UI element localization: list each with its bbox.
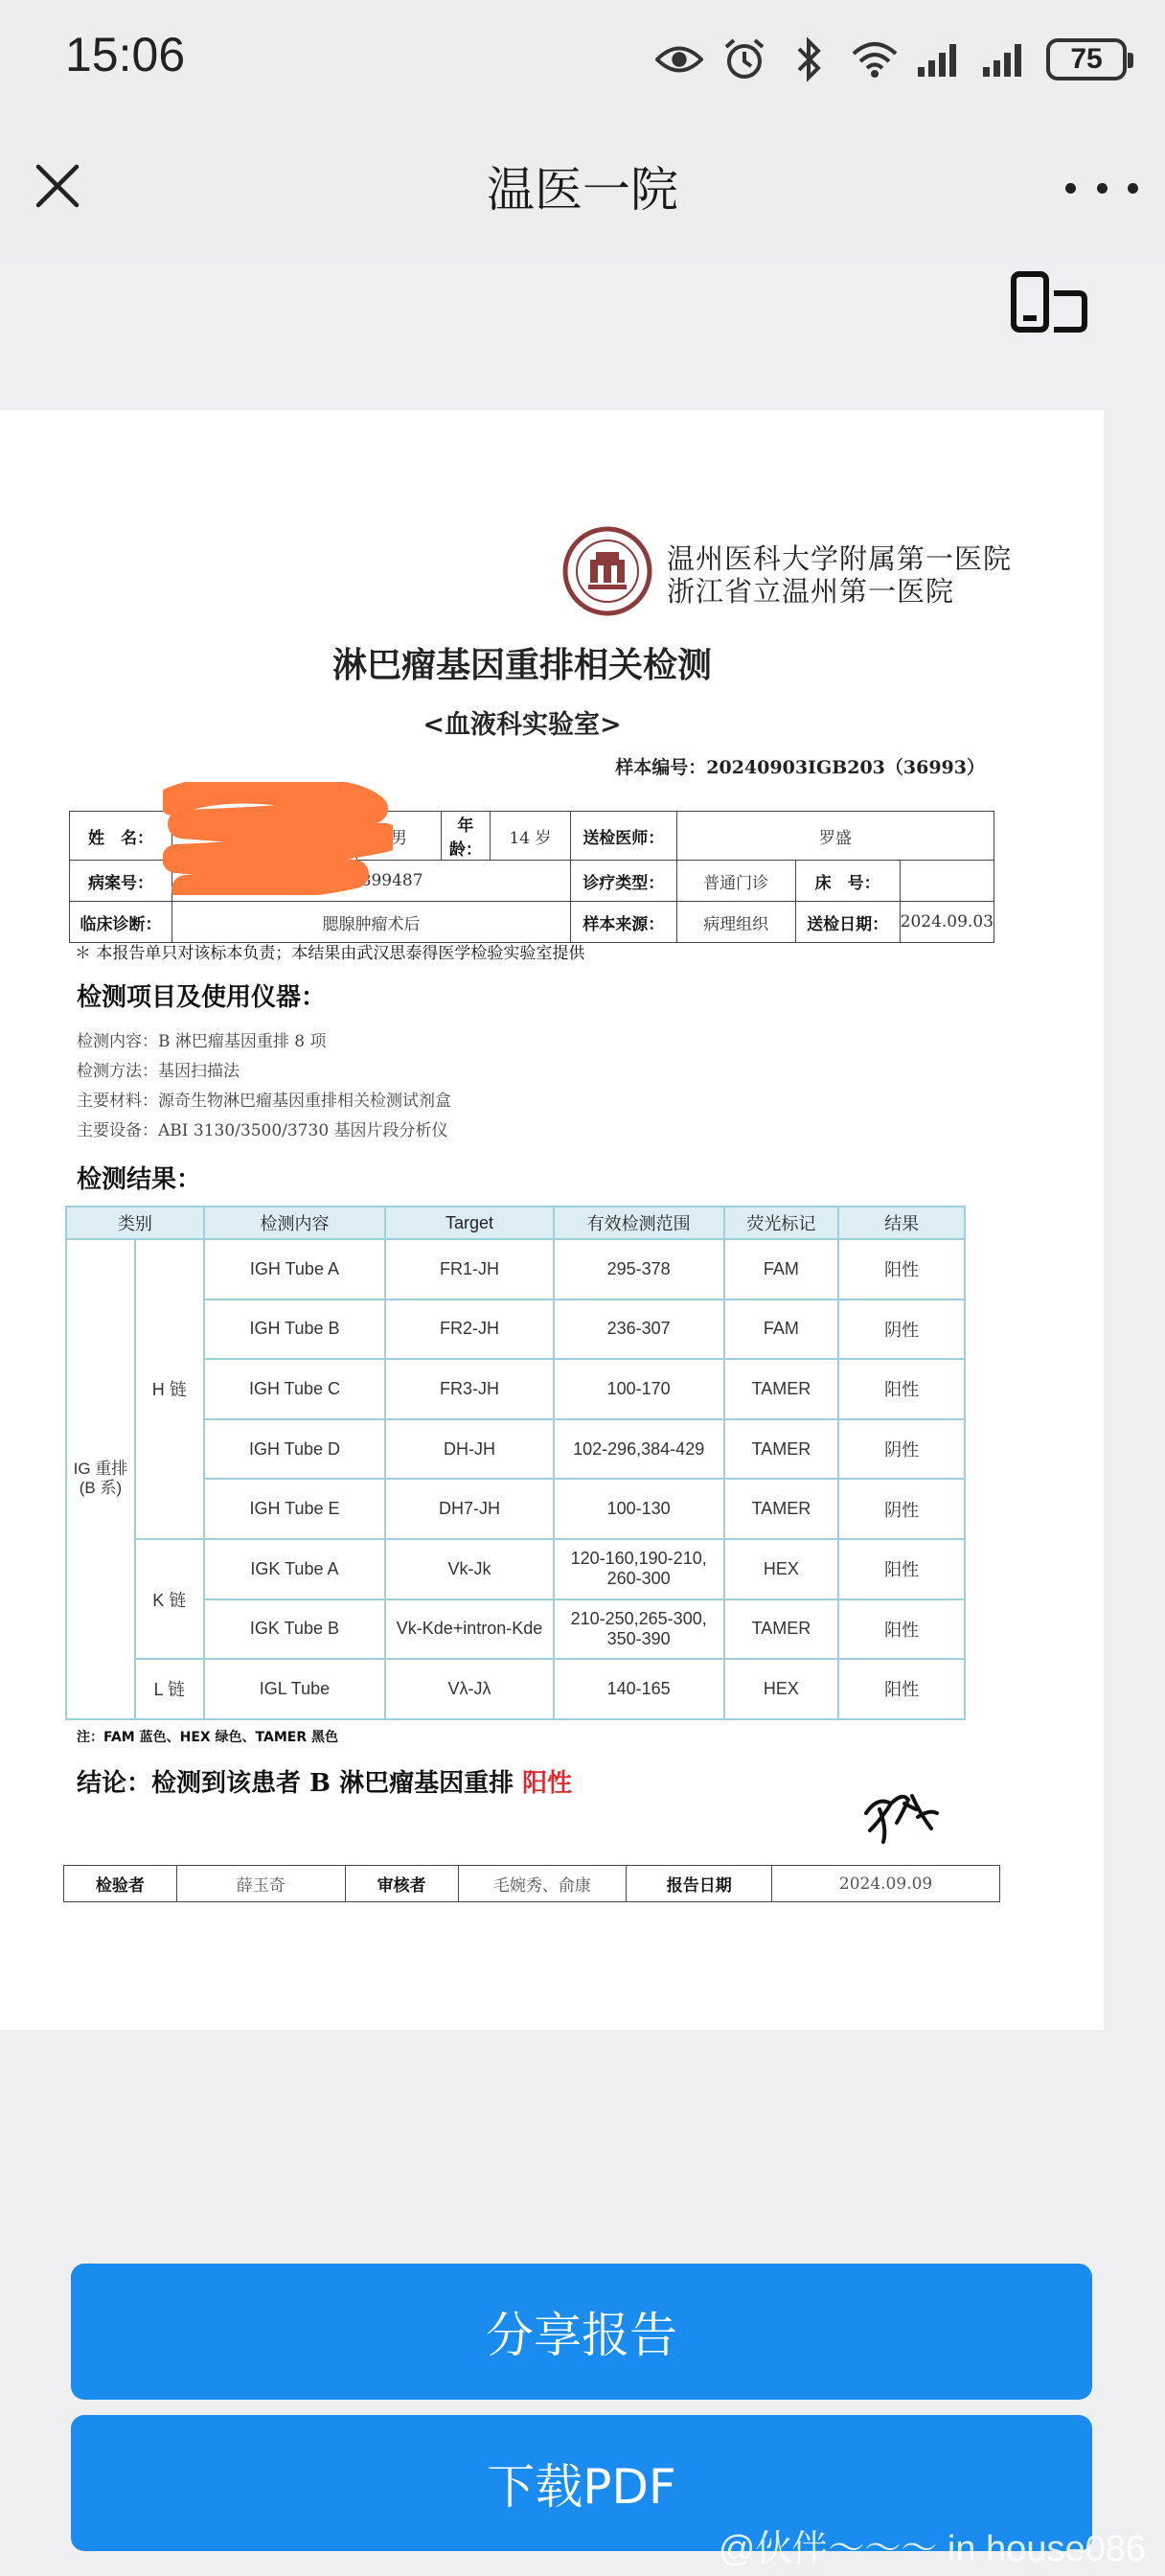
chain-k-cell: K 链 [135, 1539, 204, 1659]
signal-icon [916, 35, 964, 83]
table-row [66, 1539, 965, 1599]
visit-type-value: 普通门诊 [676, 861, 795, 902]
case-value: 0014899487 [172, 861, 571, 902]
header-category: 类别 [66, 1207, 204, 1239]
header-range: 有效检测范围 [554, 1207, 724, 1239]
signoff-table [63, 1865, 1000, 1902]
detail-line: 检测方法：基因扫描法 [77, 1062, 240, 1081]
watermark: @伙伴～～～ in house086 [718, 2529, 1146, 2569]
tester-label: 检验者 [64, 1866, 177, 1902]
hospital-logo-icon [561, 525, 653, 617]
redaction-scribble [163, 782, 393, 895]
conclusion: 结论：检测到该患者 B 淋巴瘤基因重排 阳性 [77, 1769, 573, 1798]
title-bar [0, 125, 1165, 257]
header-target: Target [385, 1207, 554, 1239]
doctor-value: 罗盛 [676, 812, 994, 861]
status-bar [0, 0, 1165, 125]
label-cell: HEX [724, 1659, 839, 1719]
target-cell: Vλ-Jλ [385, 1659, 554, 1719]
conclusion-result: 阳性 [522, 1769, 573, 1798]
signature-icon [858, 1775, 941, 1848]
results-header-row [66, 1207, 965, 1239]
chain-h-cell: H 链 [135, 1239, 204, 1539]
source-label: 样本来源： [570, 902, 676, 943]
chain-l-cell: L 链 [135, 1659, 204, 1719]
status-icons [655, 33, 1127, 86]
item-cell: IGH Tube B [204, 1300, 386, 1360]
item-cell: IGK Tube B [204, 1599, 386, 1660]
target-cell: FR3-JH [385, 1359, 554, 1419]
item-cell: IGH Tube D [204, 1419, 386, 1480]
table-row [66, 1659, 965, 1719]
range-cell: 210-250,265-300, 350-390 [554, 1599, 724, 1660]
target-cell: DH7-JH [385, 1479, 554, 1539]
label-cell: FAM [724, 1239, 839, 1300]
visit-type-label: 诊疗类型： [570, 861, 676, 902]
range-cell: 236-307 [554, 1300, 724, 1360]
header-item: 检测内容 [204, 1207, 386, 1239]
target-cell: FR2-JH [385, 1300, 554, 1360]
table-row [66, 1239, 965, 1300]
label-cell: HEX [724, 1539, 839, 1599]
alarm-icon [720, 35, 768, 83]
range-cell: 100-170 [554, 1359, 724, 1419]
results-table [65, 1206, 966, 1720]
result-cell: 阳性 [838, 1359, 965, 1419]
disclaimer: ＊ 本报告单只对该标本负责；本结果由武汉思泰得医学检验实验室提供 [75, 944, 585, 963]
label-cell: FAM [724, 1300, 839, 1360]
result-cell: 阳性 [838, 1659, 965, 1719]
header-label: 荧光标记 [724, 1207, 839, 1239]
item-cell: IGL Tube [204, 1659, 386, 1719]
target-cell: Vk-Kde+intron-Kde [385, 1599, 554, 1660]
result-cell: 阴性 [838, 1300, 965, 1360]
target-cell: FR1-JH [385, 1239, 554, 1300]
range-cell: 120-160,190-210, 260-300 [554, 1539, 724, 1599]
date-value: 2024.09.03 [900, 902, 994, 943]
result-cell: 阳性 [838, 1239, 965, 1300]
target-cell: Vk-Jk [385, 1539, 554, 1599]
detail-line: 主要设备：ABI 3130/3500/3730 基因片段分析仪 [77, 1121, 448, 1140]
sex-value: 男 [357, 812, 441, 861]
age-value: 14 岁 [491, 812, 571, 861]
result-cell: 阴性 [838, 1479, 965, 1539]
rotate-screen-button[interactable] [1008, 270, 1088, 339]
phone-rotate-icon [1008, 270, 1088, 339]
report-date-value: 2024.09.09 [772, 1866, 1000, 1902]
item-cell: IGK Tube A [204, 1539, 386, 1599]
name-label: 姓 名： [70, 812, 172, 861]
diagnosis-label: 临床诊断： [70, 902, 172, 943]
report-title: 淋巴瘤基因重排相关检测 [331, 645, 712, 685]
detail-line: 主要材料：源奇生物淋巴瘤基因重排相关检测试剂盒 [77, 1092, 451, 1111]
status-time: 15:06 [65, 28, 186, 81]
label-cell: TAMER [724, 1599, 839, 1660]
result-cell: 阴性 [838, 1419, 965, 1480]
reviewer-value: 毛婉秀、俞康 [458, 1866, 627, 1902]
label-cell: TAMER [724, 1359, 839, 1419]
item-cell: IGH Tube E [204, 1479, 386, 1539]
source-value: 病理组织 [676, 902, 795, 943]
case-label: 病案号： [70, 861, 172, 902]
range-cell: 140-165 [554, 1659, 724, 1719]
label-cell: TAMER [724, 1479, 839, 1539]
section-results-title: 检测结果： [77, 1165, 202, 1194]
reviewer-label: 审核者 [345, 1866, 458, 1902]
color-note: 注：FAM 蓝色、HEX 绿色、TAMER 黑色 [77, 1730, 338, 1745]
result-cell: 阳性 [838, 1599, 965, 1660]
download-pdf-button[interactable]: 下载PDF [71, 2415, 1092, 2551]
tester-value: 薛玉奇 [176, 1866, 345, 1902]
report-document[interactable] [0, 410, 1104, 2030]
range-cell: 295-378 [554, 1239, 724, 1300]
report-date-label: 报告日期 [627, 1866, 772, 1902]
share-report-button[interactable]: 分享报告 [71, 2264, 1092, 2400]
diagnosis-value: 腮腺肿瘤术后 [172, 902, 571, 943]
item-cell: IGH Tube C [204, 1359, 386, 1419]
report-subtitle: <血液科实验室> [423, 710, 622, 740]
range-cell: 100-130 [554, 1479, 724, 1539]
bed-label: 床 号： [795, 861, 900, 902]
bed-value [900, 861, 994, 902]
section-items-title: 检测项目及使用仪器： [77, 983, 327, 1012]
label-cell: TAMER [724, 1419, 839, 1480]
doctor-label: 送检医师： [570, 812, 676, 861]
category-cell: IG 重排(B 系) [66, 1239, 135, 1719]
eye-icon [655, 35, 703, 83]
age-label: 年 龄： [441, 812, 490, 861]
battery-icon: 75 [1046, 38, 1127, 80]
page-title: 温医一院 [487, 162, 678, 218]
result-cell: 阳性 [838, 1539, 965, 1599]
bluetooth-icon [786, 35, 834, 83]
sample-number: 样本编号：20240903IGB203（36993） [615, 757, 985, 778]
more-icon [1065, 183, 1076, 194]
item-cell: IGH Tube A [204, 1239, 386, 1300]
date-label: 送检日期： [795, 902, 900, 943]
signal-icon [981, 35, 1029, 83]
range-cell: 102-296,384-429 [554, 1419, 724, 1480]
header-result: 结果 [838, 1207, 965, 1239]
hospital-name: 温州医科大学附属第一医院 浙江省立温州第一医院 [667, 542, 1013, 608]
detail-line: 检测内容：B 淋巴瘤基因重排 8 项 [77, 1032, 327, 1051]
wifi-icon [851, 35, 899, 83]
more-button[interactable] [1065, 171, 1138, 205]
target-cell: DH-JH [385, 1419, 554, 1480]
